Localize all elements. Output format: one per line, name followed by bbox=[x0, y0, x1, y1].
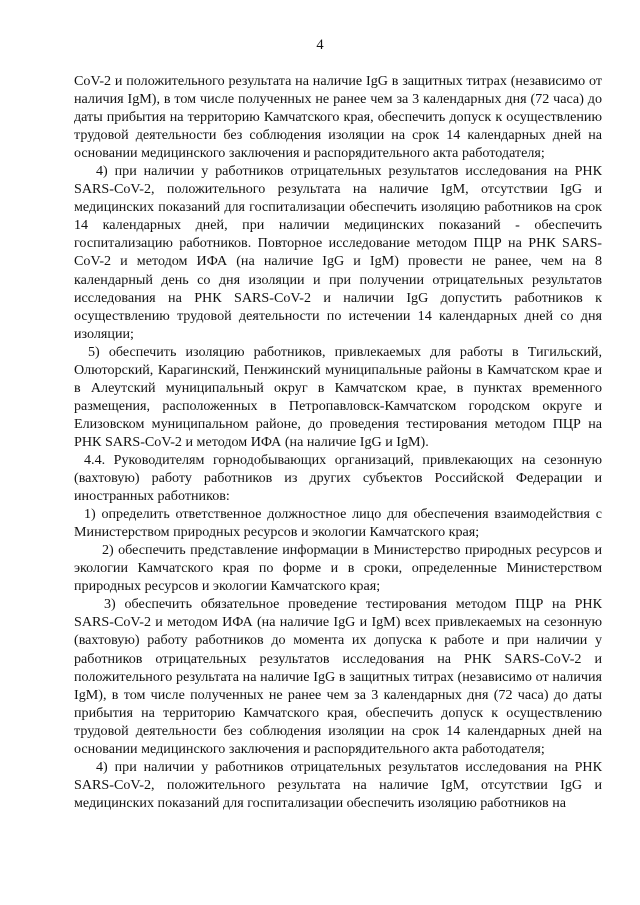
paragraph-section-4-4: 4.4. Руководителям горнодобывающих организаций, привлекающих на сезонную (вахтовую) работу работников из других субъектов Российской Федерации и иностранных работников: bbox=[74, 451, 602, 505]
paragraph-item-2: 2) обеспечить представление информации в Министерство природных ресурсов и экологии Камчатского края по форме и в сроки, определенные Министерством природных ресурсов и экологии Камчатского края; bbox=[74, 542, 602, 595]
page-number: 4 bbox=[316, 37, 324, 53]
document-body bbox=[74, 72, 602, 812]
paragraph-item-4: 4) при наличии у работников отрицательных результатов исследования на РНК SARS-CoV-2, положительного результата на наличие IgM, отсутствии IgG и медицинских показаний для госпитализации обеспечить изоляцию работников на срок 14 календарных дней, при наличии медицинских показаний - обеспечить госпитализацию работников. Повторное исследование методом ПЦР на РНК SARS-CoV-2 и методом ИФА (на наличие IgG и IgM) провести не ранее, чем на 8 календарный день со дня изоляции и при получении отрицательных результатов исследования на РНК SARS-CoV-2 и наличии IgG допустить работников к осуществлению трудовой деятельности по истечении 14 календарных дней со дня изоляции; bbox=[74, 163, 602, 342]
paragraph-item-3: 3) обеспечить обязательное проведение тестирования методом ПЦР на РНК SARS-CoV-2 и методом ИФА (на наличие IgG и IgM) всех привлекаемых на сезонную (вахтовую) работу работников до момента их допуска к работе и при наличии у работников отрицательных результатов исследования на РНК SARS-CoV-2 и положительного результата на наличие IgG в защитных титрах (независимо от наличия IgM), в том числе полученных не ранее чем за 3 календарных дня (72 часа) до даты прибытия на территорию Камчатского края, обеспечить допуск к осуществлению трудовой деятельности без соблюдения изоляции на срок 14 календарных дней на основании медицинского заключения и распорядительного акта работодателя; bbox=[74, 596, 602, 757]
paragraph-item-4-second: 4) при наличии у работников отрицательных результатов исследования на РНК SARS-CoV-2, положительного результата на наличие IgM, отсутствии IgG и медицинских показаний для госпитализации обеспечить изоляцию работников на bbox=[74, 758, 602, 811]
paragraph-item-5: 5) обеспечить изоляцию работников, привлекаемых для работы в Тигильский, Олюторский, Карагинский, Пенжинский муниципальные районы в Камчатском крае и в Алеутский муниципальный округ в Камчатском крае, в пунктах временного размещения, расположенных в Петропавловск-Камчатском городском округе и Елизовском муниципальном районе, до проведения тестирования методом ПЦР на РНК SARS-CoV-2 и методом ИФА (на наличие IgG и IgM). bbox=[74, 343, 602, 450]
paragraph-continuation: CoV-2 и положительного результата на наличие IgG в защитных титрах (независимо от наличия IgM), в том числе полученных не ранее чем за 3 календарных дня (72 часа) до даты прибытия на территорию Камчатского края, обеспечить допуск к осуществлению трудовой деятельности без соблюдения изоляции на срок 14 календарных дней на основании медицинского заключения и распорядительного акта работодателя; bbox=[74, 73, 602, 162]
paragraph-item-1: 1) определить ответственное должностное лицо для обеспечения взаимодействия с Министерством природных ресурсов и экологии Камчатского края; bbox=[74, 506, 602, 541]
